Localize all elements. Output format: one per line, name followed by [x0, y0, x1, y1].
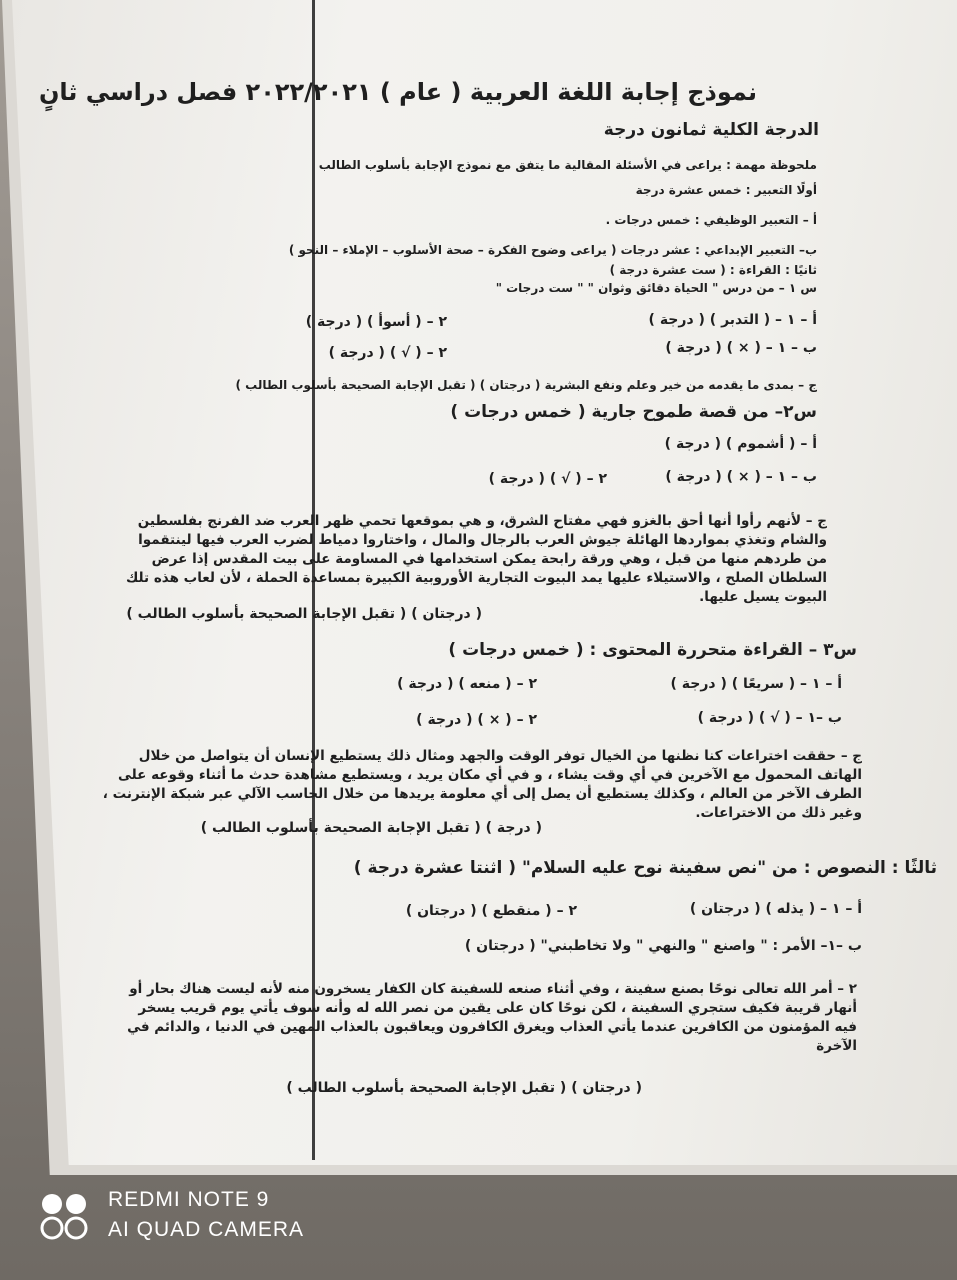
q1-b2: ٢ – ( √ ) ( درجة ) — [328, 345, 447, 361]
q3-c-marks: ( درجة ) ( تقبل الإجابة الصحيحة بأسلوب الطالب ) — [200, 820, 542, 836]
q1-c: ج – بمدى ما يقدمه من خير وعلم ونفع البشرية ( درجتان ) ( تقبل الإجابة الصحيحة بأسلوب الطالب ) — [235, 378, 817, 392]
section3-a2: ٢ – ( منقطع ) ( درجتان ) — [405, 903, 577, 919]
camera-model-text: REDMI NOTE 9 — [108, 1188, 270, 1211]
q1-a2: ٢ – ( أسوأ ) ( درجة ) — [305, 314, 447, 330]
q2-a1: أ – ( أشموم ) ( درجة ) — [664, 436, 817, 452]
q3-b2: ٢ – ( × ) ( درجة ) — [416, 712, 537, 728]
section1-b: ب– التعبير الإبداعي : عشر درجات ( يراعى وضوح الفكرة – صحة الأسلوب – الإملاء – النحو ) — [288, 243, 817, 257]
q3-a1: أ – ١ – ( سريعًا ) ( درجة ) — [670, 676, 842, 692]
q3-heading: س٣ – القراءة متحررة المحتوى : ( خمس درجات ) — [448, 640, 857, 660]
q3-c: ج – حققت اختراعات كنا نظنها من الخيال توفر الوقت والجهد ومثال ذلك يستطيع الإنسان أن يتواصل من خلال الهاتف المحمول مع الآخرين في أي وقت يشاء ، و في أي مكان يريد ، ويستطيع مشاهدة حدث ما أثناء وقوعه على الطرف الآخر من العالم ، وكذلك يستطيع أن يصل إلى أي معلومة يريدها من خلال الحاسب الآلي عبر شبكة الإنترنت ، وغير ذلك من الاختراعات. — [102, 748, 862, 821]
section2-heading: ثانيًا : القراءة : ( ست عشرة درجة ) — [609, 263, 817, 277]
section3-c: ٢ – أمر الله تعالى نوحًا بصنع سفينة ، وفي أثناء صنعه للسفينة كان الكفار يسخرون منه لأنه ليست هناك بحار أو أنهار قريبة فكيف ستجري السفينة ، لكن نوحًا كان على يقين من نصر الله له وأنه سوف يأتي يوم قريب يسخر فيه المؤمنون من الكافرين عندما يأتي العذاب ويغرق الكافرون ويعاقبون بالعذاب المهين في الدنيا ، والدائم في الآخرة — [127, 981, 857, 1054]
camera-type-text: AI QUAD CAMERA — [108, 1218, 305, 1241]
section3-a1: أ – ١ – ( يذله ) ( درجتان ) — [689, 901, 862, 917]
section1-a: أ – التعبير الوظيفي : خمس درجات . — [605, 213, 817, 227]
q2-c-marks: ( درجتان ) ( تقبل الإجابة الصحيحة بأسلوب الطالب ) — [126, 606, 482, 622]
section3-b1: ب –١– الأمر : " واصنع " والنهي " ولا تخاطبني" ( درجتان ) — [464, 938, 862, 954]
total-marks: الدرجة الكلية ثمانون درجة — [603, 120, 819, 140]
q1-b1: ب – ١ – ( × ) ( درجة ) — [665, 340, 817, 356]
q2-b1: ب – ١ – ( × ) ( درجة ) — [665, 469, 817, 485]
section3-c-marks: ( درجتان ) ( تقبل الإجابة الصحيحة بأسلوب الطالب ) — [286, 1080, 642, 1096]
q1-a1: أ – ١ – ( التدبر ) ( درجة ) — [648, 312, 817, 328]
q2-b2: ٢ – ( √ ) ( درجة ) — [488, 471, 607, 487]
page-title: نموذج إجابة اللغة العربية ( عام ) ٢٠٢٢/٢٠٢١ فصل دراسي ثانٍ — [38, 78, 757, 106]
section1-heading: أولًا التعبير : خمس عشرة درجة — [635, 183, 817, 197]
note: ملحوظة مهمة : يراعى في الأسئلة المقالية ما يتفق مع نموذج الإجابة بأسلوب الطالب — [318, 158, 817, 172]
section3-heading: ثالثًا : النصوص : من "نص سفينة نوح عليه السلام" ( اثنتا عشرة درجة ) — [353, 858, 937, 878]
camera-logo-icon — [40, 1192, 102, 1240]
q1-heading: س ١ – من درس " الحياة دقائق وثوان " " ست درجات " — [495, 281, 817, 295]
q3-a2: ٢ – ( منعه ) ( درجة ) — [397, 676, 537, 692]
q3-b1: ب –١ – ( √ ) ( درجة ) — [697, 710, 842, 726]
q2-c: ج – لأنهم رأوا أنها أحق بالغزو فهي مفتاح الشرق، و هي بموقعها تحمي ظهر العرب ضد الفرنج بفلسطين والشام وتغذي بمواردها الهائلة جيوش العرب بالرجال والمال ، واختاروا دمياط لضرب العرب فيها لينتقموا من طردهم منها من قبل ، وهي ورقة رابحة يمكن استخدامها في المساومة على بيت المقدس إذا عرض السلطان الصلح ، والاستيلاء عليها يمد البيوت التجارية الأوروبية الكبيرة بمساعدة الحملة ، لأن لعاب هذه تلك البيوت يسيل عليها. — [125, 513, 827, 605]
q2-heading: س٢– من قصة طموح جارية ( خمس درجات ) — [450, 402, 817, 422]
